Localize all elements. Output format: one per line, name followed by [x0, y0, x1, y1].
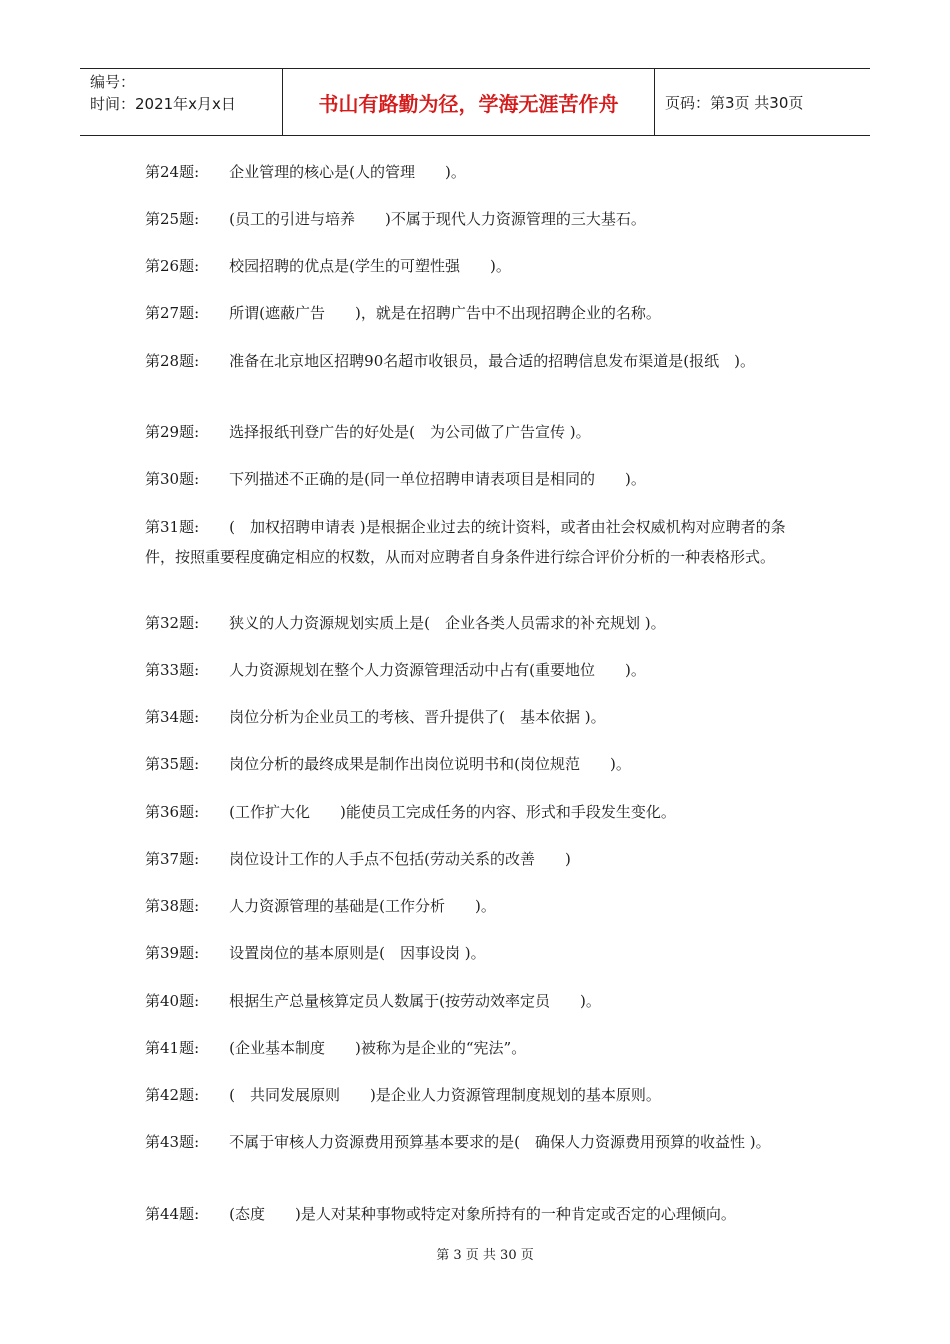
question-item: 第33题: 人力资源规划在整个人力资源管理活动中占有(重要地位 )。	[145, 661, 646, 679]
question-item: 第34题: 岗位分析为企业员工的考核、晋升提供了( 基本依据 )。	[145, 708, 606, 726]
question-item: 第35题: 岗位分析的最终成果是制作出岗位说明书和(岗位规范 )。	[145, 755, 631, 773]
header-motto: 书山有路勤为径，学海无涯苦作舟	[283, 69, 655, 135]
question-item: 第38题: 人力资源管理的基础是(工作分析 )。	[145, 897, 496, 915]
question-item: 第25题: (员工的引进与培养 )不属于现代人力资源管理的三大基石。	[145, 210, 646, 228]
question-item: 第30题: 下列描述不正确的是(同一单位招聘申请表项目是相同的 )。	[145, 470, 646, 488]
question-item: 第26题: 校园招聘的优点是(学生的可塑性强 )。	[145, 257, 511, 275]
question-item: 第41题: (企业基本制度 )被称为是企业的“宪法”。	[145, 1039, 527, 1057]
question-item: 第28题: 准备在北京地区招聘90名超市收银员，最合适的招聘信息发布渠道是(报纸 )。	[145, 352, 755, 370]
question-item: 第44题: (态度 )是人对某种事物或特定对象所持有的一种肯定或否定的心理倾向。	[145, 1205, 736, 1223]
question-item: 第29题: 选择报纸刊登广告的好处是( 为公司做了广告宣传 )。	[145, 423, 591, 441]
header-meta	[80, 69, 283, 135]
question-item: 第42题: ( 共同发展原则 )是企业人力资源管理制度规划的基本原则。	[145, 1086, 661, 1104]
question-item: 第40题: 根据生产总量核算定员人数属于(按劳动效率定员 )。	[145, 992, 601, 1010]
document-number-label: 编号：	[90, 73, 136, 91]
header-page-info: 页码：第3页 共30页	[665, 93, 804, 112]
question-item: 第27题: 所谓(遮蔽广告 )，就是在招聘广告中不出现招聘企业的名称。	[145, 304, 661, 322]
page-header	[80, 68, 870, 136]
question-item: 第43题: 不属于审核人力资源费用预算基本要求的是( 确保人力资源费用预算的收益性 )。	[145, 1133, 771, 1151]
question-item: 第24题: 企业管理的核心是(人的管理 )。	[145, 163, 466, 181]
document-date: 时间：2021年x月x日	[90, 95, 236, 113]
page-footer: 第 3 页 共 30 页	[436, 1248, 534, 1263]
question-item: 第37题: 岗位设计工作的人手点不包括(劳动关系的改善 )	[145, 850, 571, 868]
question-item: 第36题: (工作扩大化 )能使员工完成任务的内容、形式和手段发生变化。	[145, 803, 676, 821]
question-item: 第39题: 设置岗位的基本原则是( 因事设岗 )。	[145, 944, 486, 962]
question-item: 第32题: 狭义的人力资源规划实质上是( 企业各类人员需求的补充规划 )。	[145, 614, 666, 632]
question-item: 第31题: ( 加权招聘申请表 )是根据企业过去的统计资料，或者由社会权威机构对应聘者的条件，按照重要程度确定相应的权数，从而对应聘者自身条件进行综合评价分析的一种表格形式。	[145, 518, 786, 566]
